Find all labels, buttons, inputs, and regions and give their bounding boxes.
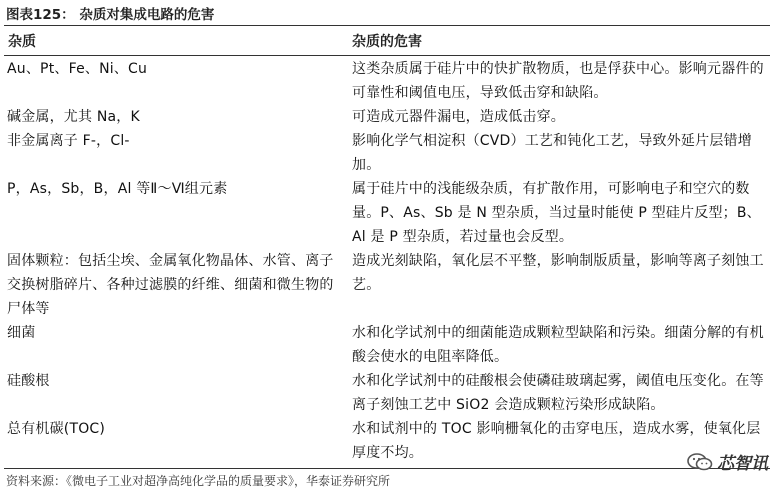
impurity-cell: 硅酸根 bbox=[7, 373, 50, 389]
source-note: 资料来源：《微电子工业对超净高纯化学品的质量要求》，华泰证券研究所 bbox=[6, 474, 391, 488]
impurity-cell: 固体颗粒：包括尘埃、金属氧化物晶体、水管、离子交换树脂碎片、各种过滤膜的纤维、细菌和微生物的尸体等 bbox=[7, 253, 334, 317]
impurity-cell: 非金属离子 F-，Cl- bbox=[7, 133, 130, 149]
figure-title: 图表125： 杂质对集成电路的危害 bbox=[6, 7, 215, 23]
harm-cell: 水和试剂中的 TOC 影响栅氧化的击穿电压，造成水雾，使氧化层厚度不均。 bbox=[352, 421, 761, 461]
wechat-icon bbox=[686, 452, 714, 472]
top-rule bbox=[4, 25, 770, 26]
impurity-cell: 总有机碳(TOC) bbox=[7, 421, 106, 437]
harm-cell: 属于硅片中的浅能级杂质，有扩散作用，可影响电子和空穴的数量。P、As、Sb 是 N 型杂质，当过量时能使 P 型硅片反型；B、Al 是 P 型杂质，若过量也会反型。 bbox=[352, 181, 761, 245]
harm-cell: 造成光刻缺陷，氧化层不平整，影响制版质量，影响等离子刻蚀工艺。 bbox=[352, 253, 764, 293]
harm-cell: 可造成元器件漏电，造成低击穿。 bbox=[352, 109, 565, 125]
harm-cell: 影响化学气相淀积（CVD）工艺和钝化工艺，导致外延片层错增加。 bbox=[352, 133, 752, 173]
impurity-cell: 细菌 bbox=[7, 325, 36, 341]
watermark bbox=[686, 449, 768, 474]
harm-cell: 水和化学试剂中的硅酸根会使磷硅玻璃起雾，阈值电压变化。在等离子刻蚀工艺中 SiO2 会造成颗粒污染形成缺陷。 bbox=[352, 373, 764, 413]
impurity-cell: 碱金属，尤其 Na，K bbox=[7, 109, 140, 125]
impurity-cell: P，As，Sb，B，Al 等Ⅱ～Ⅵ组元素 bbox=[7, 181, 228, 197]
column-header-harm: 杂质的危害 bbox=[352, 34, 422, 50]
header-rule bbox=[4, 55, 770, 56]
watermark-text: 芯智讯 bbox=[717, 454, 768, 474]
column-header-impurity: 杂质 bbox=[8, 34, 36, 50]
harm-cell: 水和化学试剂中的细菌能造成颗粒型缺陷和污染。细菌分解的有机酸会使水的电阻率降低。 bbox=[352, 325, 764, 365]
impurity-cell: Au、Pt、Fe、Ni、Cu bbox=[7, 61, 148, 77]
harm-cell: 这类杂质属于硅片中的快扩散物质，也是俘获中心。影响元器件的可靠性和阈值电压，导致低击穿和缺陷。 bbox=[352, 61, 764, 101]
bottom-rule bbox=[4, 468, 770, 469]
